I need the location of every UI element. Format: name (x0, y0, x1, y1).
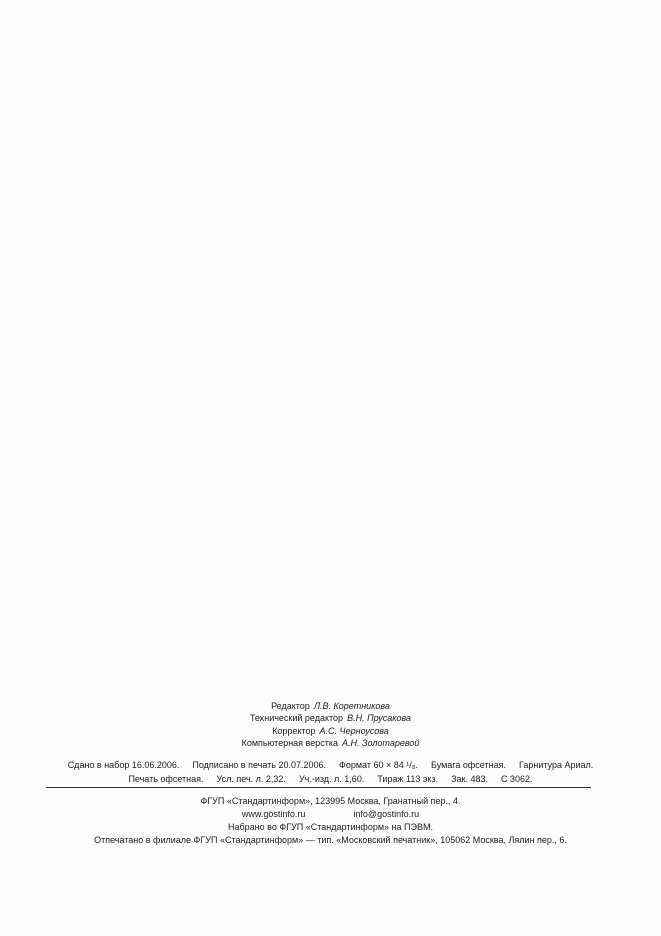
text-segment: Гарнитура Ариал. (518, 760, 594, 770)
imprint-line-2 (0, 772, 661, 786)
staff-row-proofreader (0, 725, 661, 737)
text-segment: Формат 60 × 84 ¹/₈. (339, 760, 418, 770)
staff-name: А.С. Черноусова (319, 725, 389, 736)
text-segment: Печать офсетная. (128, 774, 204, 784)
text-segment: Уч.-изд. л. 1,60. (298, 774, 365, 784)
text-segment: Зак. 483. (451, 774, 489, 784)
text-segment: Бумага офсетная. (431, 760, 506, 770)
publisher-web-line (0, 808, 661, 821)
text-segment: С 3062. (501, 774, 533, 784)
staff-name: А.Н. Золотаревой (342, 738, 420, 749)
staff-label: Технический редактор (249, 713, 344, 724)
publisher-address: ФГУП «Стандартинформ», 123995 Москва, Гранатный пер., 4. (200, 796, 461, 806)
publisher-typeset-line: Набрано во ФГУП «Стандартинформ» на ПЭВМ. (228, 821, 433, 832)
text-segment: www.gostinfo.ru (241, 808, 306, 819)
staff-name: В.Н. Прусакова (347, 713, 412, 724)
staff-row-technical-editor (0, 712, 661, 724)
imprint-block (0, 758, 661, 786)
text-segment: Усл. печ. л. 2,32. (216, 774, 286, 784)
publisher-block (0, 795, 661, 847)
colophon-staff-block (0, 700, 661, 750)
staff-row-editor (0, 700, 661, 712)
text-segment: Подписано в печать 20.07.2006. (192, 760, 327, 770)
text-segment: Сдано в набор 16.06.2006. (67, 760, 180, 770)
staff-label: Компьютерная верстка (241, 738, 339, 749)
publisher-printed-line: Отпечатано в филиале ФГУП «Стандартинформ» — тип. «Московский печатник», 105062 Москва, Лялин пер., 6. (94, 834, 567, 845)
divider-rule (46, 787, 591, 788)
text-segment: Тираж 113 экз. (377, 774, 439, 784)
text-segment: info@gostinfo.ru (353, 808, 420, 819)
staff-label: Редактор (271, 701, 310, 711)
staff-row-layout (0, 737, 661, 749)
imprint-line-1 (0, 758, 661, 772)
staff-label: Корректор (272, 725, 316, 736)
staff-name: Л.В. Коретникова (313, 701, 390, 711)
